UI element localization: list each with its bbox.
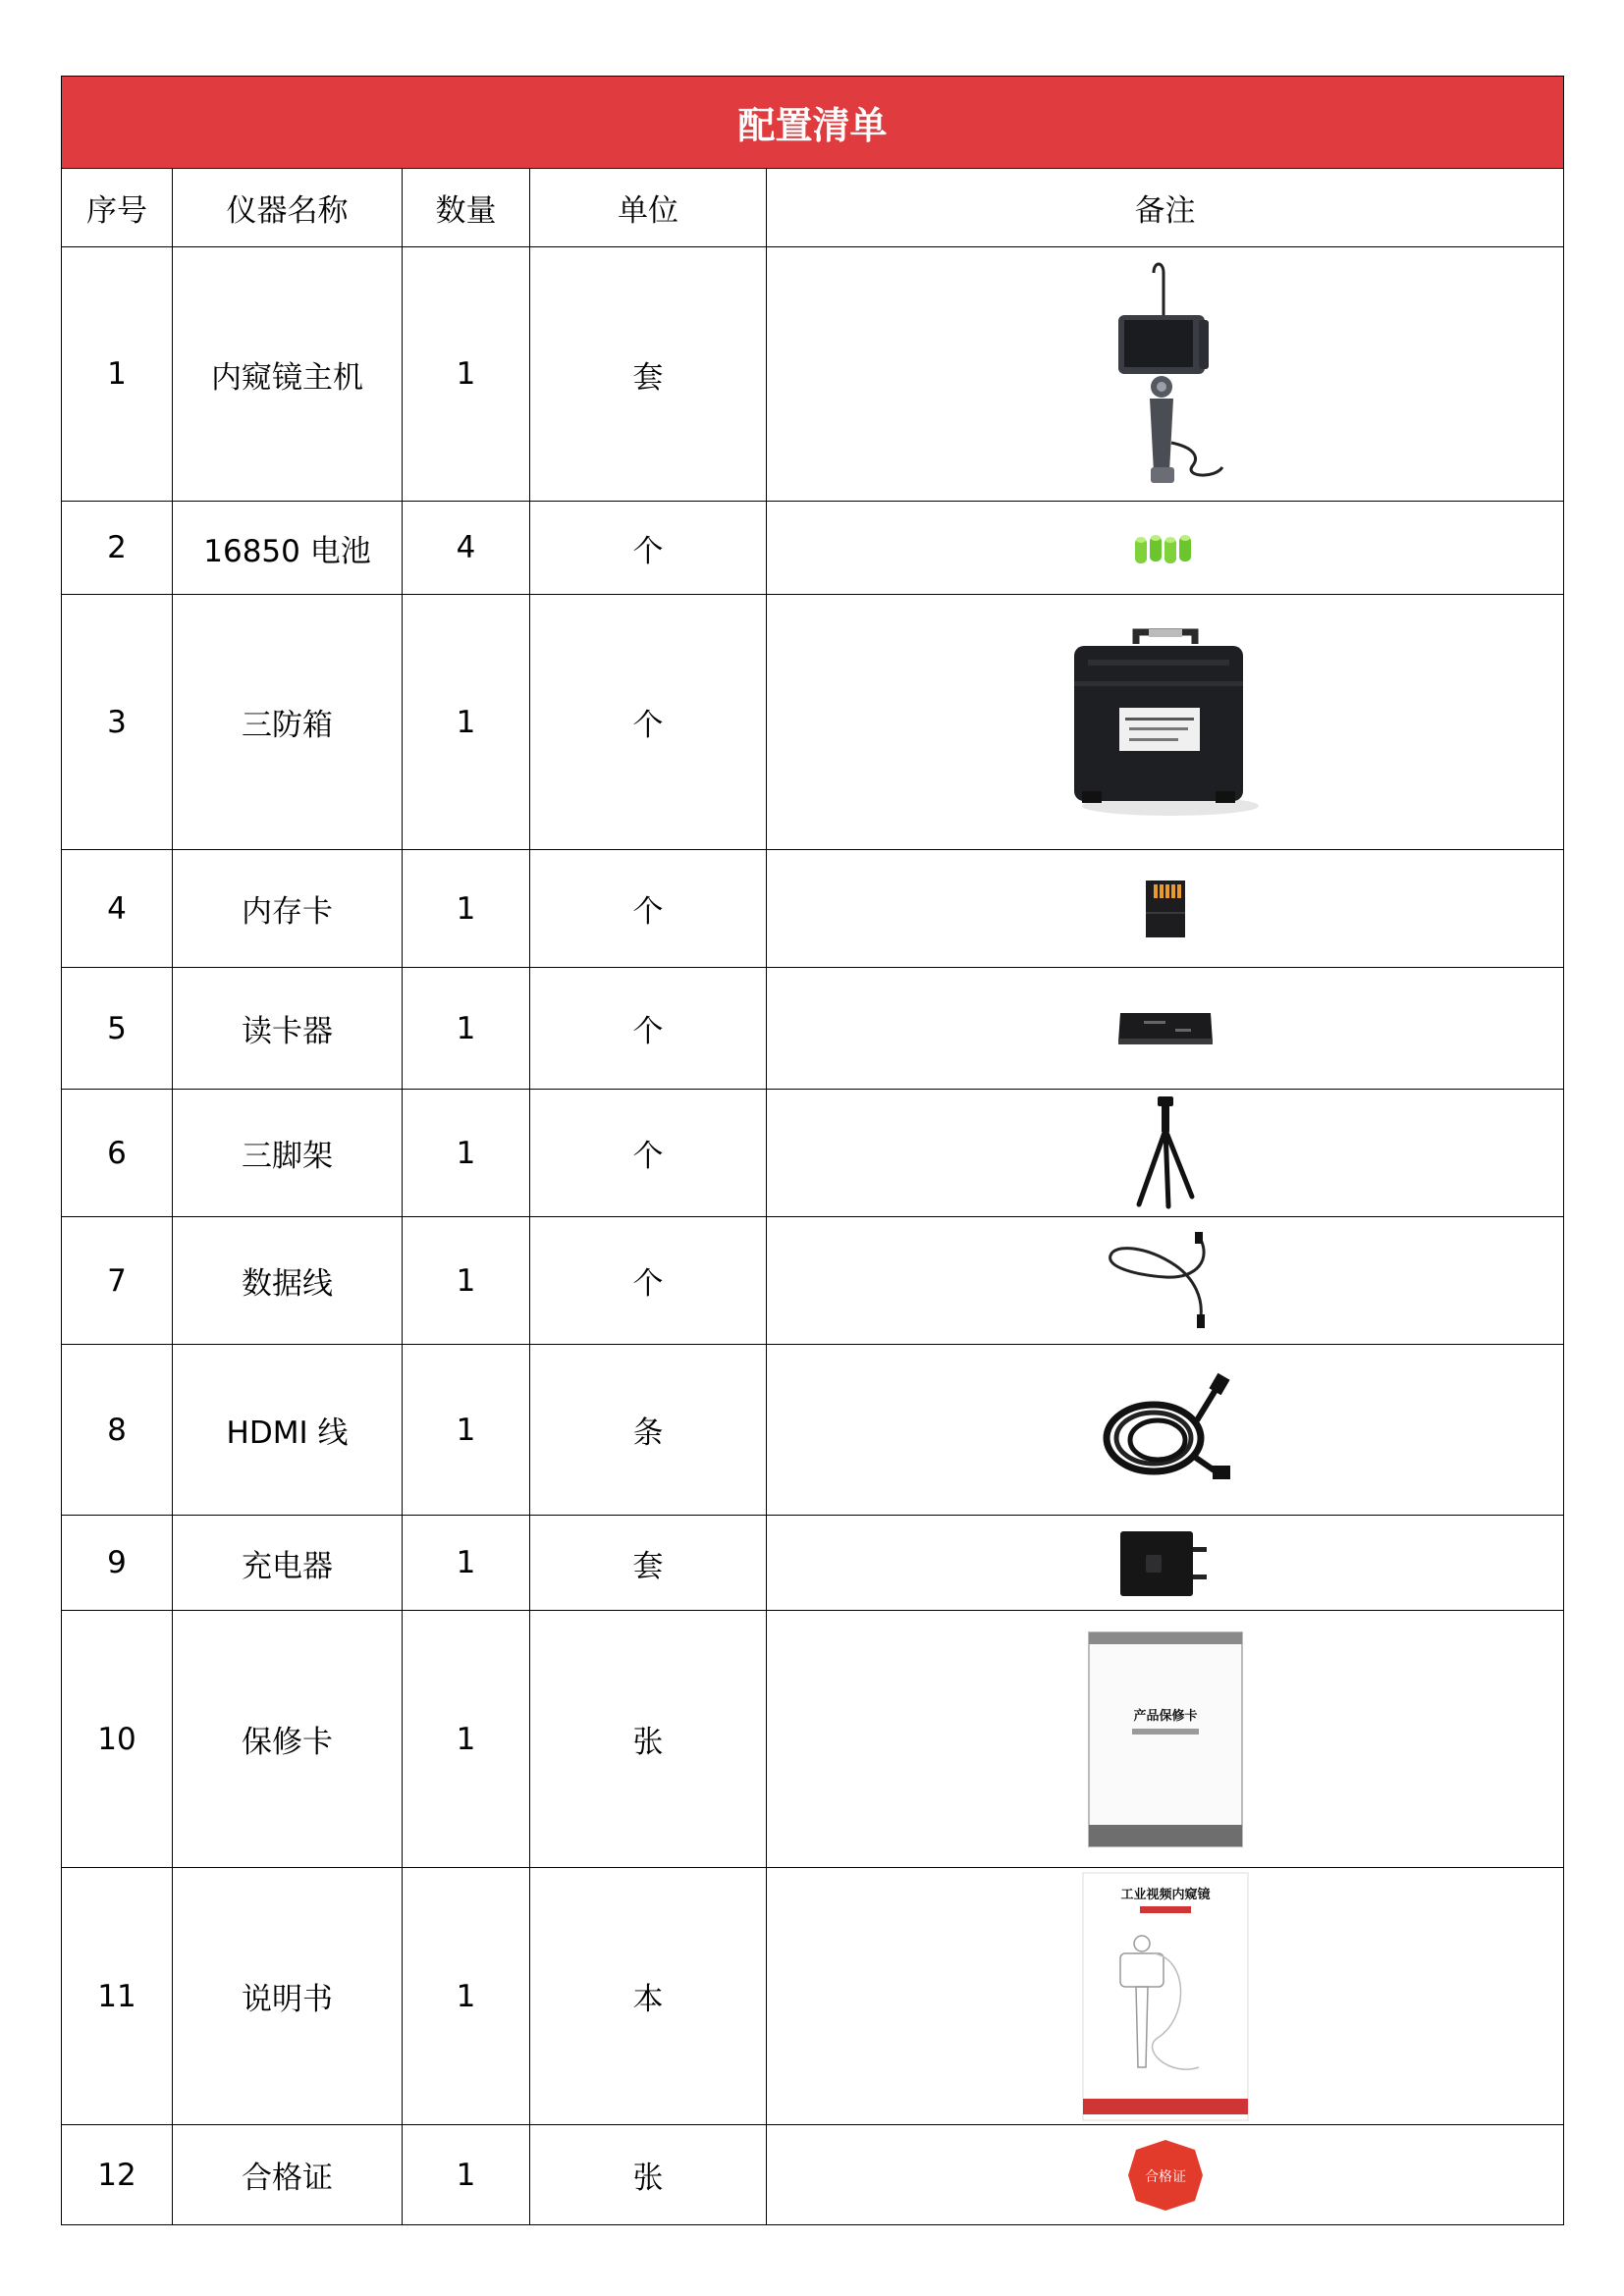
hdmi-cable-icon [1099,1371,1232,1489]
cell-qty: 1 [403,1217,530,1345]
cell-qty: 1 [403,595,530,850]
cell-no: 3 [62,595,173,850]
cell-unit: 套 [530,247,767,502]
cell-qty: 1 [403,247,530,502]
cell-remark [767,247,1564,502]
cell-no: 1 [62,247,173,502]
cell-remark [767,1611,1564,1868]
cell-no: 2 [62,502,173,595]
cell-remark [767,595,1564,850]
cell-unit: 个 [530,850,767,968]
header-remark: 备注 [767,169,1564,247]
cell-name: 内存卡 [173,850,403,968]
cell-name: 合格证 [173,2125,403,2225]
packing-list-table [61,76,1564,2225]
warranty-card-icon [1085,1629,1246,1850]
cell-name: 三脚架 [173,1090,403,1217]
battery-icon [1133,528,1198,567]
memory-card-icon [1142,879,1189,939]
header-row [62,169,1564,247]
table-row [62,850,1564,968]
table-row [62,502,1564,595]
cell-name: 保修卡 [173,1611,403,1868]
cell-no: 11 [62,1868,173,2125]
table-row [62,1516,1564,1611]
cell-no: 4 [62,850,173,968]
cell-unit: 张 [530,1611,767,1868]
cell-qty: 1 [403,1868,530,2125]
cell-unit: 个 [530,1217,767,1345]
cell-remark [767,968,1564,1090]
cell-unit: 本 [530,1868,767,2125]
header-no: 序号 [62,169,173,247]
cell-no: 6 [62,1090,173,1217]
cell-name: HDMI 线 [173,1345,403,1516]
cell-qty: 1 [403,968,530,1090]
cell-no: 12 [62,2125,173,2225]
certificate-icon [1124,2136,1207,2215]
certificate-text: 合格证 [1144,2168,1186,2185]
manual-icon [1081,1871,1250,2122]
cell-remark [767,1868,1564,2125]
charger-icon [1116,1525,1215,1600]
cell-unit: 个 [530,1090,767,1217]
cell-remark [767,502,1564,595]
cell-no: 10 [62,1611,173,1868]
manual-title: 工业视频内窥镜 [1120,1887,1211,1902]
table-row [62,1217,1564,1345]
table-title: 配置清单 [62,77,1564,169]
cell-name: 三防箱 [173,595,403,850]
cell-qty: 1 [403,1090,530,1217]
table-row [62,1868,1564,2125]
cell-qty: 1 [403,1345,530,1516]
table-row [62,1345,1564,1516]
case-icon [1062,624,1269,821]
cell-qty: 4 [403,502,530,595]
header-qty: 数量 [403,169,530,247]
endoscope-host-icon [1097,261,1234,487]
cell-qty: 1 [403,850,530,968]
cell-qty: 1 [403,1611,530,1868]
table-row [62,247,1564,502]
table-row [62,595,1564,850]
cell-qty: 1 [403,2125,530,2225]
cell-remark [767,1217,1564,1345]
cell-unit: 个 [530,968,767,1090]
cell-remark [767,1345,1564,1516]
cell-unit: 张 [530,2125,767,2225]
cell-name: 读卡器 [173,968,403,1090]
header-name: 仪器名称 [173,169,403,247]
title-row [62,77,1564,169]
card-reader-icon [1114,1007,1217,1050]
cell-unit: 套 [530,1516,767,1611]
cell-unit: 个 [530,595,767,850]
cell-name: 内窥镜主机 [173,247,403,502]
cell-name: 充电器 [173,1516,403,1611]
cell-no: 9 [62,1516,173,1611]
cell-qty: 1 [403,1516,530,1611]
cell-remark [767,2125,1564,2225]
header-unit: 单位 [530,169,767,247]
tripod-icon [1131,1095,1200,1212]
data-cable-icon [1107,1230,1224,1332]
cell-remark [767,850,1564,968]
cell-name: 数据线 [173,1217,403,1345]
warranty-card-title: 产品保修卡 [1133,1708,1198,1724]
cell-name: 16850 电池 [173,502,403,595]
table-row [62,1090,1564,1217]
table-row [62,968,1564,1090]
cell-remark [767,1090,1564,1217]
table-row [62,1611,1564,1868]
cell-unit: 条 [530,1345,767,1516]
cell-name: 说明书 [173,1868,403,2125]
cell-no: 7 [62,1217,173,1345]
cell-remark [767,1516,1564,1611]
cell-no: 8 [62,1345,173,1516]
cell-unit: 个 [530,502,767,595]
table-row [62,2125,1564,2225]
cell-no: 5 [62,968,173,1090]
